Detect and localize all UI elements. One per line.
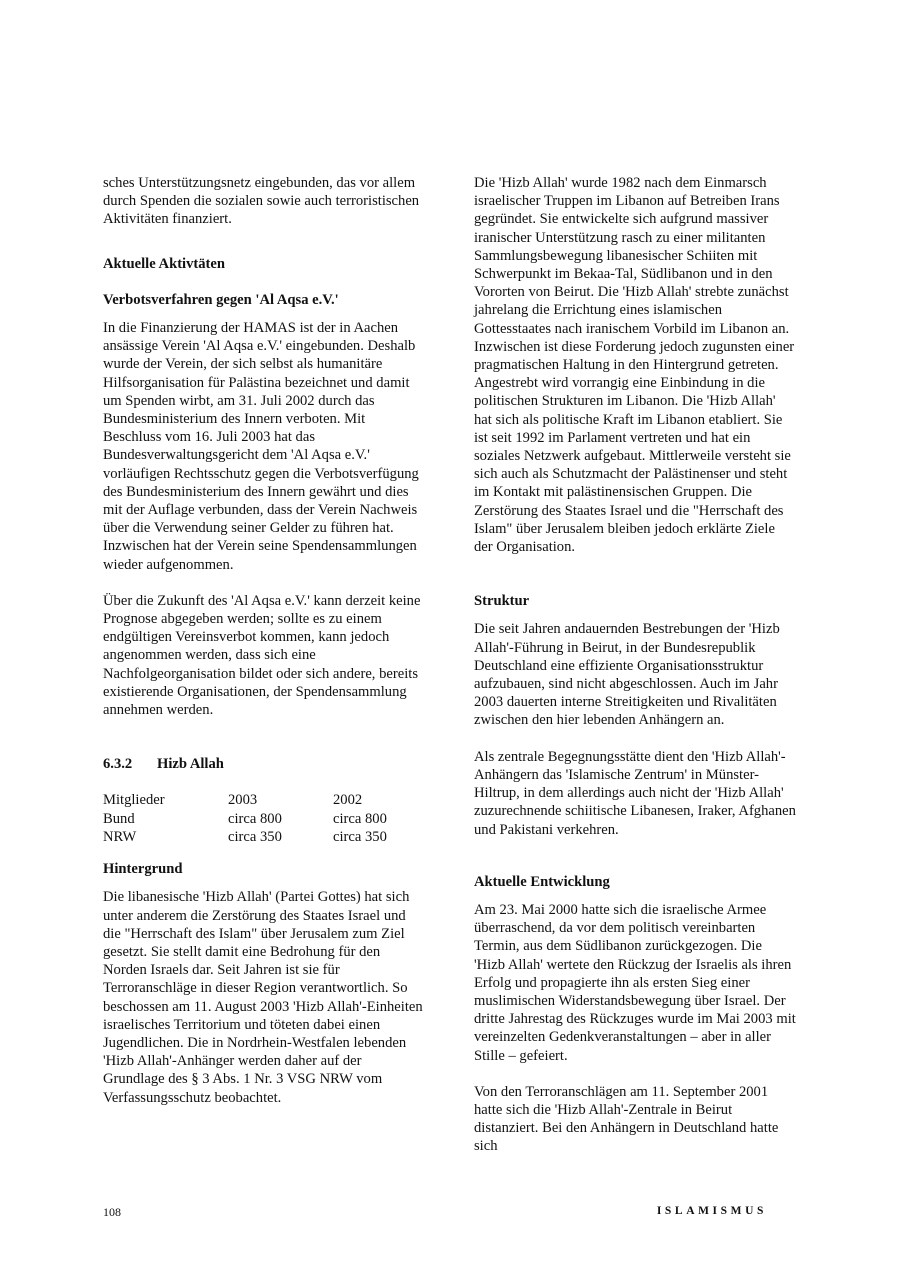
table-header-cell: Mitglieder (103, 792, 165, 809)
page-number: 108 (103, 1205, 121, 1219)
table-cell: Bund (103, 810, 135, 827)
left-column (103, 174, 425, 1107)
members-table (103, 791, 425, 846)
running-footer-section: ISLAMISMUS (656, 1205, 767, 1217)
struktur-paragraph-2: Als zentrale Begegnungsstätte dient den 'Hizb Allah'-Anhängern das 'Islamische Zentrum' in Münster-Hiltrup, in dem allerdings auch nicht der 'Hizb Allah' zuzurechnende schiitische Libanesen, Iraker, Afghanen und Pakistani verkehren. (474, 748, 796, 838)
table-row (103, 810, 425, 828)
heading-struktur: Struktur (474, 593, 530, 610)
table-cell: circa 800 (333, 810, 387, 827)
heading-verbotsverfahren: Verbotsverfahren gegen 'Al Aqsa e.V.' (103, 291, 339, 308)
verbot-paragraph-1: In die Finanzierung der HAMAS ist der in Aachen ansässige Verein 'Al Aqsa e.V.' eingebunden. Deshalb wurde der Verein, der sich selbst als humanitäre Hilfsorganisation für Palästina bezeichnet und damit um Spenden wirbt, am 31. Juli 2002 durch das Bundesministerium des Innern verboten. Mit Beschluss vom 16. Juli 2003 hat das Bundesverwaltungsgericht dem 'Al Aqsa e.V.' vorläufigen Rechtsschutz gegen die Verbotsverfügung des Bundesministerium des Innern gewährt und dies mit der Auflage verbunden, dass der Verein Nachweis über die Verwendung seiner Gelder zu führen hat. Inzwischen hat der Verein seine Spendensammlungen wieder aufgenommen. (103, 320, 419, 573)
section-heading-hizb-allah (103, 755, 425, 773)
table-cell: circa 350 (228, 828, 282, 845)
section-number: 6.3.2 (103, 756, 133, 773)
table-header-row (103, 791, 425, 809)
table-cell: circa 350 (333, 828, 387, 845)
table-cell: NRW (103, 828, 137, 845)
heading-aktuelle-entwicklung: Aktuelle Entwicklung (474, 873, 610, 890)
verbot-paragraph-2: Über die Zukunft des 'Al Aqsa e.V.' kann derzeit keine Prognose abgegeben werden; sollte es zu einem endgültigen Vereinsverbot kommen, kann jedoch angenommen werden, dass sich eine Nachfolgeorganisation bildet oder sich andere, bereits existierende Organisationen, der Spendensammlung annehmen werden. (103, 592, 421, 719)
entwicklung-paragraph-2: Von den Terroranschlägen am 11. September 2001 hatte sich die 'Hizb Allah'-Zentrale in Beirut distanziert. Bei den Anhängern in Deutschland hatte sich (474, 1083, 779, 1155)
table-cell: circa 800 (228, 810, 282, 827)
table-header-cell: 2002 (333, 792, 363, 809)
entwicklung-paragraph-1: Am 23. Mai 2000 hatte sich die israelische Armee überraschend, da vor dem politisch vereinbarten Termin, aus dem Südlibanon zurückgezogen. Die 'Hizb Allah' wertete den Rückzug der Israelis als ihren Erfolg und propagierte ihn als ersten Sieg einer muslimischen Widerstandsbewegung über Israel. Der dritte Jahrestag des Rückzuges wurde im Mai 2003 mit vereinzelten Gedenkveranstaltungen – aber in aller Stille – gefeiert. (474, 901, 796, 1064)
right-column (474, 174, 796, 1156)
hintergrund-paragraph: Die libanesische 'Hizb Allah' (Partei Gottes) hat sich unter anderem die Zerstörung des Staates Israel und die "Herrschaft des Islam" über Jerusalem zum Ziel gesetzt. Sie stellt damit eine Bedrohung für den Norden Israels dar. Seit Jahren ist sie für Terroranschläge in dieser Region verantwortlich. So beschossen am 11. August 2003 'Hizb Allah'-Einheiten israelisches Territorium und töteten dabei einen Jugendlichen. Die in Nordrhein-Westfalen lebenden 'Hizb Allah'-Anhänger werden daher auf der Grundlage des § 3 Abs. 1 Nr. 3 VSG NRW vom Verfassungsschutz beobachtet. (103, 889, 423, 1106)
geschichte-paragraph: Die 'Hizb Allah' wurde 1982 nach dem Einmarsch israelischer Truppen im Libanon auf Betreiben Irans gegründet. Sie entwickelte sich aufgrund massiver iranischer Unterstützung rasch zu einer militanten Sammlungsbewegung libanesischer Schiiten mit Schwerpunkt im Bekaa-Tal, Südlibanon und in den Vororten von Beirut. Die 'Hizb Allah' strebte zunächst jahrelang die Errichtung eines islamischen Gottesstaates nach iranischem Vorbild im Libanon an. Inzwischen ist diese Forderung jedoch zugunsten einer pragmatischen Haltung in den Hintergrund getreten. Angestrebt wird vorrangig eine Einbindung in die politischen Strukturen im Libanon. Die 'Hizb Allah' hat sich als politische Kraft im Libanon etabliert. Sie ist seit 1992 im Parlament vertreten und hat ein soziales Netzwerk aufgebaut. Mittlerweile versteht sie sich auch als Schutzmacht der Palästinenser und steht im Kontakt mit palästinensischen Gruppen. Die Zerstörung des Staates Israel und die "Herrschaft des Islam" über Jerusalem bleiben jedoch erklärte Ziele der Organisation. (474, 175, 795, 556)
struktur-paragraph-1: Die seit Jahren andauernden Bestrebungen der 'Hizb Allah'-Führung in Beirut, in der Bundesrepublik Deutschland eine effiziente Organisationsstruktur aufzubauen, sind nicht abgeschlossen. Auch im Jahr 2003 dauerten interne Streitigkeiten und Rivalitäten zwischen den hier lebenden Anhängern an. (474, 621, 780, 729)
table-header-cell: 2003 (228, 792, 258, 809)
table-row (103, 828, 425, 846)
heading-hintergrund: Hintergrund (103, 861, 183, 878)
intro-paragraph: sches Unterstützungsnetz eingebunden, das vor allem durch Spenden die sozialen sowie auch terroristischen Aktivitäten finanziert. (103, 175, 420, 228)
heading-aktuelle-aktivitaeten: Aktuelle Aktivtäten (103, 255, 226, 272)
section-title: Hizb Allah (157, 756, 224, 773)
